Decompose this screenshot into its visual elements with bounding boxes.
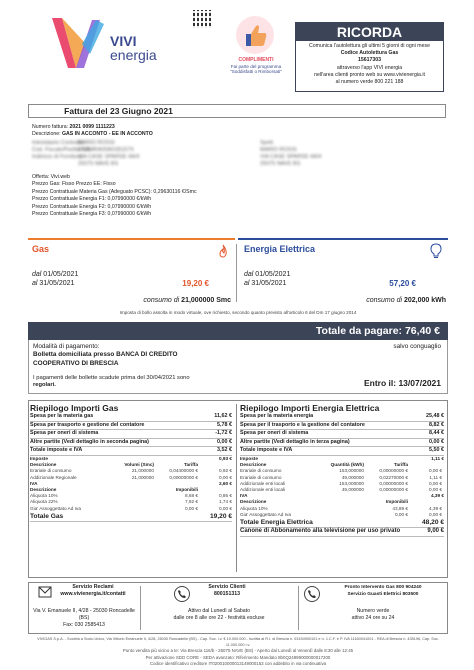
- col-header: Descrizione: [30, 486, 57, 492]
- row-label: Spesa per la materia energia: [240, 413, 314, 419]
- cell: Gia' Assoggettato Ad Iva: [30, 505, 81, 511]
- el-al-label: al: [244, 280, 250, 287]
- envelope-icon: [38, 586, 52, 598]
- reclami-fax: Fax: 030 2585413: [63, 622, 105, 628]
- cell: 0,00 €: [428, 468, 442, 474]
- row-label: Spesa per oneri di sistema: [30, 430, 99, 437]
- cell: 153,000000: [339, 480, 364, 486]
- lightbulb-icon: [430, 243, 442, 259]
- cell: 7,92 €: [184, 499, 198, 505]
- customer-value: VIA CASE SPARSE 4A/4: [78, 154, 140, 160]
- invoice-desc: GAS IN ACCONTO - EE IN ACCONTO: [62, 131, 153, 137]
- electric-period: [244, 270, 290, 288]
- row-label: Altre partite (Vedi dettaglio in seconda pagina): [30, 438, 149, 445]
- riep-gas-title: Riepilogo Importi Gas: [30, 403, 119, 413]
- table-row: [240, 413, 444, 422]
- customer-value: 25075 NAVE BS: [78, 161, 119, 167]
- row-value: 5,50 €: [429, 447, 444, 454]
- cell: 0,00 €: [184, 505, 198, 511]
- riepilogo-electric: [240, 403, 444, 537]
- iva-value: 2,60 €: [218, 480, 232, 486]
- gas-al-label: al: [32, 280, 38, 287]
- imposte-value: 0,93 €: [218, 455, 232, 461]
- reclami-address: Via V. Emanuele II, 4/28 - 25030 Roncadelle (BS): [33, 608, 135, 621]
- contacts-divider: [298, 586, 299, 630]
- clienti-section: [142, 584, 296, 622]
- payment-mode-label: Modalità di pagamento:: [33, 343, 100, 350]
- gas-amount: 19,20 €: [182, 279, 209, 288]
- total-label: Totale Gas: [30, 512, 64, 520]
- electric-summary-panel: [238, 238, 448, 306]
- gas-dal-label: dal: [32, 271, 42, 278]
- gas-summary-panel: [28, 238, 235, 306]
- iva-label: IVA: [240, 493, 248, 499]
- ricorda-line: nell'area clienti pronto web su www.vivienergia.it: [314, 71, 425, 78]
- el-al-date: 31/05/2021: [251, 280, 287, 287]
- col-header: Imponibili: [175, 486, 198, 492]
- gas-period: [32, 270, 78, 288]
- payment-mode: [33, 343, 178, 368]
- cell: Addizionale Regionale: [30, 474, 77, 480]
- table-row: [30, 422, 232, 431]
- cell: 0,00 €: [428, 486, 442, 492]
- row-label: Altre partite (Vedi dettaglio in terza pagina): [240, 438, 350, 445]
- riep-el-title: Riepilogo Importi Energia Elettrica: [240, 403, 380, 413]
- row-value: 8,44 €: [429, 430, 444, 437]
- row-value: 5,78 €: [217, 421, 232, 428]
- cell: Aliquota 10%: [240, 505, 268, 511]
- row-label: Spesa per la materia gas: [30, 413, 94, 419]
- clienti-hours1: Attivo dal Lunedì al Sabato: [187, 608, 250, 614]
- electric-consumo: [366, 296, 446, 305]
- col-header: Quantità (kWh): [330, 462, 364, 468]
- cell: Addizionale enti locali: [240, 486, 286, 492]
- ricorda-line: 15617303: [357, 57, 382, 64]
- row-value: 0,00 €: [217, 438, 232, 445]
- offer-line: Prezzo Contrattuale Energia F1: 0,07990000 €/kWh: [32, 196, 152, 203]
- cell: 0,00 €: [218, 505, 232, 511]
- due-date: Entro il: 13/07/2021: [363, 378, 441, 388]
- col-header: Descrizione: [30, 462, 57, 468]
- gas-total-row: [30, 512, 232, 522]
- imposte-label: Imposte: [30, 455, 48, 461]
- col-header: Volumi (Smc): [124, 462, 154, 468]
- invoice-number: 2021 0099 1111223: [69, 124, 115, 130]
- cell: 0,00 €: [428, 480, 442, 486]
- customer-values: [78, 140, 148, 168]
- reclami-url[interactable]: www.vivienergia.it/contatti: [60, 591, 126, 597]
- el-dal-date: 01/05/2021: [255, 271, 291, 278]
- table-row: [30, 439, 232, 448]
- offer-line: Prezzo Contrattuale Materia Gas (Adeguato PCSC): 0,29630116 €/Smc: [32, 188, 197, 195]
- riepilogo-gas: [30, 403, 232, 522]
- cell: 0,00 €: [394, 511, 408, 517]
- pronto-title: Pronto Intervento Gas 800 904240: [344, 585, 422, 590]
- pronto-sub: Servizio Guasti Elettrici 803500: [347, 592, 419, 597]
- cell: 4,39 €: [428, 505, 442, 511]
- table-row: [30, 430, 232, 439]
- footer-line: Per attivazione SDD CORE - SEDA avanzato: Riferimento Mandato 8b0Q24999000000017200: [145, 654, 331, 660]
- cell: 0,02270000 €: [379, 474, 408, 480]
- offer-line: Prezzo Contrattuale Energia F2: 0,07990000 €/kWh: [32, 203, 152, 210]
- payment-mode-line1: Bolletta domiciliata presso BANCA DI CREDITO: [33, 351, 178, 359]
- reclami-section: [30, 584, 138, 629]
- canone-row: [240, 528, 444, 537]
- footer-line: Punto vendita più vicino a te: Via Brescia 116/b - 25075 NAVE (BS) - Aperto dal Lunedì al Venerdì dalle 8:30 alle 12:45: [122, 648, 354, 654]
- payment-note-line2: regolari.: [33, 382, 56, 389]
- cell: 49,000000: [341, 474, 364, 480]
- payment-mode-line2: COOPERATIVO DI BRESCIA: [33, 359, 119, 367]
- imposte-value: 1,11 €: [431, 455, 444, 461]
- cell: 0,00000000 €: [169, 474, 198, 480]
- phone-icon: [174, 586, 190, 602]
- cell: Erariale di consumo: [240, 468, 282, 474]
- el-dal-label: dal: [244, 271, 254, 278]
- cell: 0,04400000 €: [169, 468, 198, 474]
- el-consumo-value: 202,000 kWh: [403, 297, 446, 304]
- iva-value: 4,39 €: [430, 493, 444, 499]
- customer-value: RSSMRA00A01B157X: [78, 147, 134, 153]
- table-row: [240, 447, 444, 456]
- row-value: 0,00 €: [429, 438, 444, 445]
- table-row: [30, 447, 232, 456]
- recipient-line: Spett.: [260, 140, 275, 146]
- row-label: Totale imposte e IVA: [30, 447, 83, 454]
- footer-line: VIVIGAS S.p.A. - Società a Socio Unico, Via Vittorio Emanuele II, 4/28, 25030 Roncadelle (BS) - Cap. Soc. i.v. € 10.000.000 - Iscritta al R.I. di Brescia n. 03154900101 e n. 1.C.F. e P. IVA 11160041001 - REA di Brescia n. 435196, Cap. Soc. 11.000.000 i.v.: [37, 637, 439, 648]
- customer-label: Intestatario Contratto:: [32, 140, 85, 146]
- detail-row: [30, 475, 232, 481]
- ricorda-title: RICORDA: [296, 23, 443, 41]
- recipient-address: [260, 140, 350, 168]
- cell: 1,74 €: [218, 499, 232, 505]
- canone-label: Canone di Abbonamento alla televisione per uso privato: [240, 528, 401, 534]
- ricorda-line: attraverso l'app VIVI energia: [336, 64, 403, 71]
- pronto-section: [300, 584, 446, 622]
- footer: [28, 636, 448, 667]
- contacts-divider: [140, 586, 141, 630]
- gas-consumo: [143, 296, 231, 305]
- clienti-number[interactable]: 800151313: [214, 591, 240, 597]
- invoice-desc-label: Descrizione:: [32, 131, 61, 137]
- gas-title: Gas: [32, 244, 50, 254]
- ricorda-line: al numero verde 800 221 188: [335, 79, 404, 86]
- brand-line1: VIVI: [110, 33, 137, 49]
- row-label: Spesa per il trasporto e la gestione del contatore: [240, 421, 365, 428]
- customer-label: Cod. Fiscale/Partita IVA:: [32, 147, 92, 153]
- recipient-line: MARIO ROSSI: [260, 147, 297, 153]
- row-value: 8,82 €: [429, 421, 444, 428]
- imposta-note: Imposta di bollo assolta in modo virtuale, ove richiesto, secondo quanto previsto all'articolo 6 del Dm 17 giugno 2014: [119, 310, 357, 315]
- ricorda-box: [295, 22, 444, 92]
- complimenti-title: COMPLIMENTI: [238, 57, 274, 63]
- clienti-title: Servizio Clienti: [208, 584, 246, 590]
- footer-line: Codice identificativo creditore IT020010000013149000153 con addebito in via continuativa: [149, 660, 327, 666]
- cell: 0,00000000 €: [379, 486, 408, 492]
- table-row: [240, 430, 444, 439]
- cell: Addizionale enti locali: [240, 480, 286, 486]
- row-value: 25,48 €: [426, 413, 444, 419]
- invoice-meta: [32, 124, 153, 138]
- flame-icon: [218, 244, 228, 258]
- electric-total-row: [240, 518, 444, 528]
- payment-note: [33, 375, 190, 390]
- invoice-number-label: Numero fattura:: [32, 124, 69, 130]
- gas-consumo-value: 21,000000 Smc: [181, 297, 231, 304]
- cell: Aliquota 10%: [30, 493, 58, 499]
- col-header: Descrizione: [240, 462, 267, 468]
- detail-row: [240, 487, 444, 493]
- row-label: Totale imposte e IVA: [240, 447, 293, 454]
- offer-line: Prezzo Gas: Fisso Prezzo EE: Fisso: [32, 181, 116, 188]
- total-due-bar: Totale da pagare: 76,40 €: [28, 322, 448, 340]
- recipient-line: 25075 NAVE BS: [260, 161, 301, 167]
- salvo-conguaglio: salvo conguaglio: [393, 343, 441, 350]
- electric-amount: 57,20 €: [389, 279, 416, 288]
- customer-label: Indirizzo di Fornitura:: [32, 154, 84, 160]
- gas-dal-date: 01/05/2021: [43, 271, 79, 278]
- gas-al-date: 31/05/2021: [39, 280, 75, 287]
- imposte-label: Imposte: [240, 455, 258, 461]
- phone-icon: [304, 586, 320, 602]
- col-header: Tariffa: [184, 462, 198, 468]
- recipient-line: VIA CASE SPARSE 4A/4: [260, 154, 322, 160]
- complimenti-label: [224, 57, 288, 75]
- iva-label: IVA: [30, 480, 38, 486]
- cell: Erariale di consumo: [30, 468, 72, 474]
- col-header: Descrizione: [240, 499, 267, 505]
- riepilogo-divider: [236, 404, 237, 572]
- electric-title: Energia Elettrica: [244, 244, 316, 254]
- cell: 1,11 €: [429, 474, 442, 480]
- canone-value: 9,00 €: [427, 528, 444, 534]
- customer-value: MARIO ROSSI: [78, 140, 115, 146]
- row-value: 3,52 €: [217, 447, 232, 454]
- cell: 21,000000: [131, 474, 154, 480]
- panel-divider: [236, 244, 237, 302]
- ricorda-line: Comunica l'autolettura gli ultimi 5 giorni di ogni mese: [309, 43, 430, 49]
- cell: Gia' Assoggettato Ad Iva: [240, 511, 291, 517]
- col-header: Tariffa: [394, 462, 408, 468]
- cell: 21,000000: [131, 468, 154, 474]
- cell: Aliquota 22%: [30, 499, 58, 505]
- col-header: Imponibili: [385, 499, 408, 505]
- row-value: -1,72 €: [215, 430, 232, 437]
- offer-details: [32, 174, 197, 218]
- thumbs-up-icon: [236, 16, 274, 54]
- cell: 43,89 €: [392, 505, 408, 511]
- table-row: [240, 439, 444, 448]
- clienti-hours2: dalle ore 8 alle ore 22 - festività escluse: [173, 615, 265, 621]
- gas-consumo-label: consumo di: [143, 297, 180, 304]
- cell: 153,000000: [339, 468, 364, 474]
- cell: 49,000000: [341, 486, 364, 492]
- ricorda-body: [296, 41, 443, 86]
- row-value: 11,62 €: [214, 413, 232, 419]
- el-consumo-label: consumo di: [366, 297, 403, 304]
- row-label: Spesa per oneri di sistema: [240, 430, 309, 437]
- total-value: 48,20 €: [422, 519, 444, 526]
- pronto-num: Numero verde: [356, 608, 390, 614]
- total-value: 19,20 €: [210, 512, 232, 520]
- payment-note-line1: I pagamenti delle bollette scadute prima del 30/04/2021 sono: [33, 375, 190, 381]
- cell: 0,00000000 €: [379, 468, 408, 474]
- cell: 0,00000000 €: [379, 480, 408, 486]
- offer-line: Offerta: Vivi.web: [32, 174, 70, 180]
- table-row: [240, 422, 444, 431]
- complimenti-text: Fai parte del programma "Soddisfatti o Rimborsati": [230, 63, 282, 74]
- offer-line: Prezzo Contrattuale Energia F3: 0,07990000 €/kWh: [32, 211, 152, 218]
- cell: 8,68 €: [184, 493, 198, 499]
- table-row: [30, 413, 232, 422]
- ricorda-line: Codice Autolettura Gas: [340, 50, 399, 57]
- row-label: Spesa per trasporto e gestione del contatore: [30, 421, 145, 428]
- pronto-hours: attivo 24 ore su 24: [351, 615, 395, 621]
- invoice-title: Fattura del 23 Giugno 2021: [64, 106, 173, 116]
- brand-name: [110, 34, 157, 62]
- cell: 0,92 €: [218, 468, 232, 474]
- total-label: Totale Energia Elettrica: [240, 519, 313, 526]
- cell: 0,00 €: [218, 474, 232, 480]
- cell: Erariale di consumo: [240, 474, 282, 480]
- qr-code-overlay: [193, 10, 211, 28]
- brand-line2: energia: [110, 47, 157, 63]
- reclami-title: Servizio Reclami: [72, 584, 114, 590]
- cell: 0,00 €: [428, 511, 442, 517]
- cell: 0,86 €: [218, 493, 232, 499]
- payment-box: [28, 340, 448, 394]
